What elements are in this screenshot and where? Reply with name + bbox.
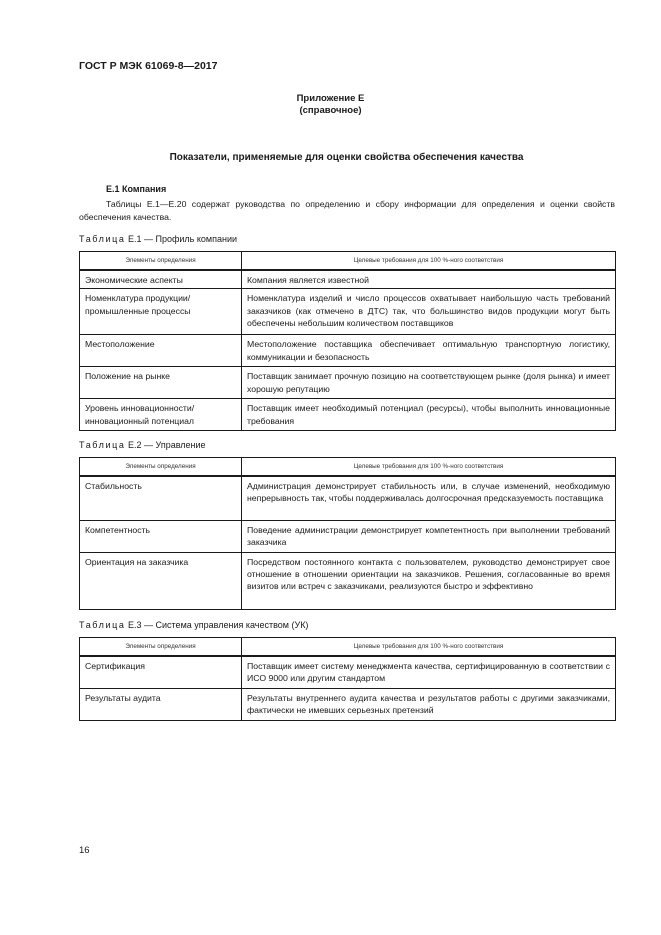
element-cell: Стабильность [80, 476, 242, 520]
element-cell: Уровень инновационности/ инновационный потенциал [80, 399, 242, 431]
table-row [80, 552, 616, 609]
element-cell: Номенклатура продукции/ промышленные процессы [80, 289, 242, 335]
element-cell: Ориентация на заказчика [80, 552, 242, 609]
column-header: Элементы определения [80, 638, 242, 657]
requirement-cell: Номенклатура изделий и число процессов охватывает наибольшую часть требований заказчиков (как отмечено в ДТС) так, что большинство видов продукции могут быть обеспечены небольшим количеством поставщиков [242, 289, 616, 335]
column-header: Целевые требования для 100 %-ного соответствия [242, 638, 616, 657]
table-row [80, 399, 616, 431]
requirement-cell: Поставщик занимает прочную позицию на соответствующем рынке (доля рынка) и имеет хорошую репутацию [242, 367, 616, 399]
requirement-cell: Результаты внутреннего аудита качества и результатов работы с другими заказчиками, фактически не имевших серьезных претензий [242, 688, 616, 720]
section-heading: Е.1 Компания [106, 184, 167, 194]
table-row [80, 476, 616, 520]
table-caption [79, 440, 206, 450]
table-row [80, 656, 616, 688]
table-management [79, 457, 616, 610]
table-caption [79, 234, 237, 244]
table-row [80, 688, 616, 720]
element-cell: Положение на рынке [80, 367, 242, 399]
column-header: Элементы определения [80, 252, 242, 271]
column-header: Целевые требования для 100 %-ного соответствия [242, 458, 616, 477]
table-row [80, 335, 616, 367]
column-header: Целевые требования для 100 %-ного соответствия [242, 252, 616, 271]
table-caption-label: Таблица [79, 234, 126, 244]
requirement-cell: Поставщик имеет необходимый потенциал (ресурсы), чтобы выполнить инновационные требования [242, 399, 616, 431]
table-row [80, 289, 616, 335]
requirement-cell: Администрация демонстрирует стабильность или, в случае изменений, необходимую непрерывность так, чтобы поддерживалась долгосрочная предсказуемость поставщика [242, 476, 616, 520]
element-cell: Результаты аудита [80, 688, 242, 720]
table-header-row [80, 458, 616, 477]
table-header-row [80, 252, 616, 271]
table-caption-text: Е.2 — Управление [125, 440, 206, 450]
requirement-cell: Поведение администрации демонстрирует компетентность при выполнении требований заказчика [242, 520, 616, 552]
table-header-row [80, 638, 616, 657]
requirement-cell: Компания является известной [242, 270, 616, 289]
section-intro: Таблицы Е.1—Е.20 содержат руководства по определению и сбору информации для определения и оценки свойств обеспечения качества. [79, 199, 615, 222]
requirement-cell: Поставщик имеет систему менеджмента качества, сертифицированную в соответствии с ИСО 9000 или другим стандартом [242, 656, 616, 688]
table-caption [79, 620, 308, 630]
table-caption-text: Е.1 — Профиль компании [125, 234, 237, 244]
table-row [80, 520, 616, 552]
column-header: Элементы определения [80, 458, 242, 477]
table-quality-management [79, 637, 616, 721]
requirement-cell: Посредством постоянного контакта с пользователем, руководство демонстрирует свое отношение в отношении ориентации на заказчиков. Решения, согласованные во время визитов или встреч с заказчиками, реализуются быстро и эффективно [242, 552, 616, 609]
element-cell: Сертификация [80, 656, 242, 688]
page-number: 16 [79, 845, 90, 856]
document-title: Показатели, применяемые для оценки свойства обеспечения качества [169, 152, 524, 163]
annex-type: (справочное) [299, 105, 362, 116]
standard-code: ГОСТ Р МЭК 61069-8—2017 [79, 60, 218, 72]
table-caption-label: Таблица [79, 440, 126, 450]
requirement-cell: Местоположение поставщика обеспечивает оптимальную транспортную логистику, коммуникации и безопасность [242, 335, 616, 367]
table-row [80, 270, 616, 289]
table-caption-text: Е.3 — Система управления качеством (УК) [125, 620, 309, 630]
annex-title: Приложение Е [296, 93, 365, 104]
table-company-profile [79, 251, 616, 431]
element-cell: Компетентность [80, 520, 242, 552]
table-row [80, 367, 616, 399]
table-caption-label: Таблица [79, 620, 126, 630]
element-cell: Экономические аспекты [80, 270, 242, 289]
element-cell: Местоположение [80, 335, 242, 367]
